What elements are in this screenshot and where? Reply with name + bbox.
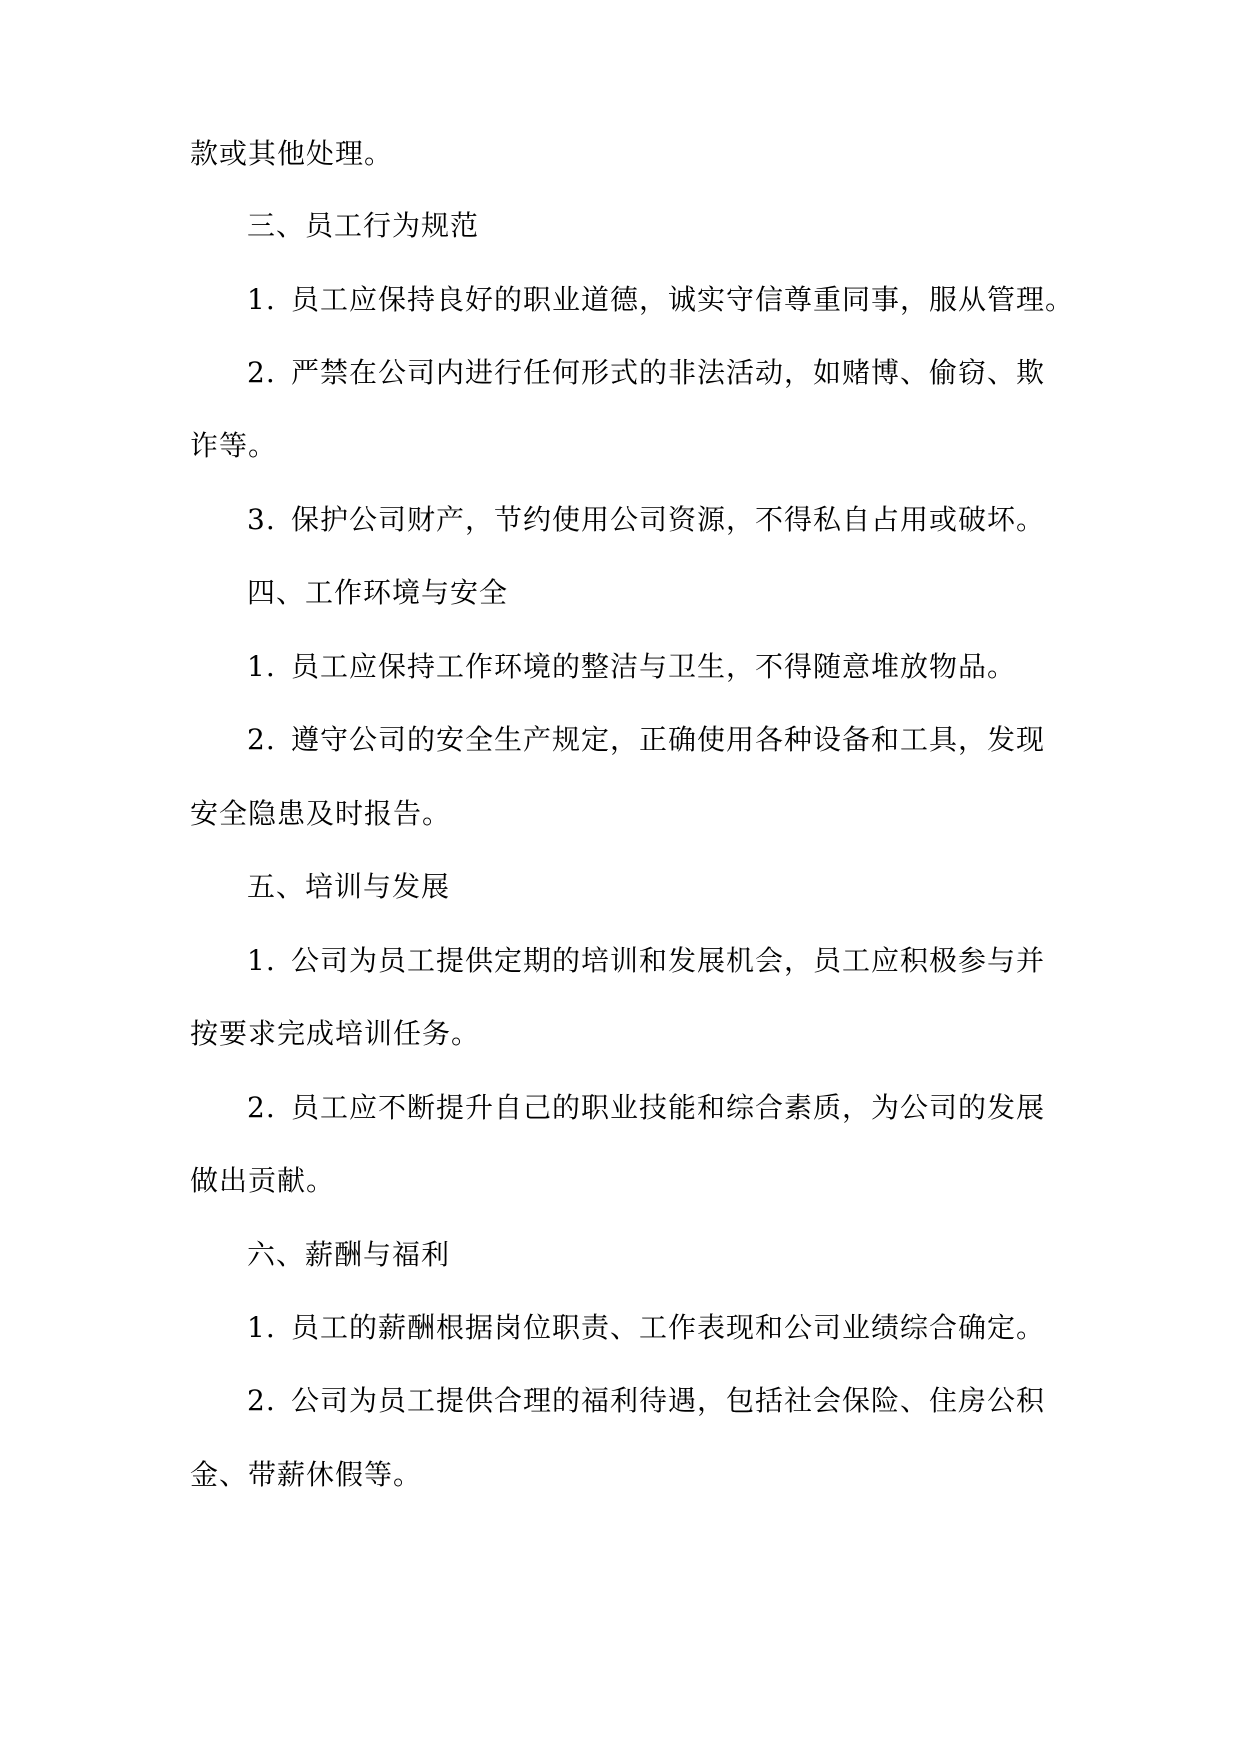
list-item-continuation — [190, 1014, 480, 1054]
item-text: 员工的薪酬根据岗位职责、工作表现和公司业绩综合确定。 — [291, 1311, 1046, 1344]
item-text: 公司为员工提供合理的福利待遇，包括社会保险、住房公积 — [291, 1384, 1046, 1417]
item-number: 3. — [247, 503, 276, 536]
list-item — [247, 1088, 1045, 1128]
section-heading — [247, 1235, 450, 1275]
line-text: 按要求完成培训任务。 — [190, 1017, 481, 1050]
list-item — [247, 353, 1045, 393]
section-heading — [247, 867, 450, 907]
section-heading — [247, 573, 508, 613]
item-text: 员工应保持工作环境的整洁与卫生，不得随意堆放物品。 — [291, 650, 1017, 683]
item-number: 1. — [247, 944, 276, 977]
item-text: 员工应不断提升自己的职业技能和综合素质，为公司的发展 — [291, 1091, 1046, 1124]
heading-text: 四、工作环境与安全 — [247, 576, 509, 609]
list-item — [247, 280, 1074, 320]
item-number: 1. — [247, 650, 276, 683]
list-item — [247, 647, 1016, 687]
item-number: 2. — [247, 723, 276, 756]
section-heading — [247, 206, 479, 246]
heading-text: 五、培训与发展 — [247, 870, 451, 903]
list-item — [247, 1381, 1045, 1421]
item-text: 保护公司财产，节约使用公司资源，不得私自占用或破坏。 — [291, 503, 1046, 536]
list-item — [247, 720, 1045, 760]
item-number: 2. — [247, 1091, 276, 1124]
item-number: 2. — [247, 356, 276, 389]
item-text: 公司为员工提供定期的培训和发展机会，员工应积极参与并 — [291, 944, 1046, 977]
list-item-continuation — [190, 426, 277, 466]
list-item — [247, 941, 1045, 981]
line-text: 金、带薪休假等。 — [190, 1458, 423, 1491]
item-number: 1. — [247, 283, 276, 316]
heading-text: 六、薪酬与福利 — [247, 1238, 451, 1271]
list-item-continuation — [190, 1455, 422, 1495]
list-item-continuation — [190, 1161, 335, 1201]
list-item-continuation — [190, 794, 451, 834]
line-text: 款或其他处理。 — [190, 137, 394, 170]
list-item — [247, 500, 1045, 540]
item-text: 严禁在公司内进行任何形式的非法活动，如赌博、偷窃、欺 — [291, 356, 1046, 389]
item-number: 1. — [247, 1311, 276, 1344]
line-text: 诈等。 — [190, 429, 278, 462]
list-item — [247, 1308, 1045, 1348]
item-text: 员工应保持良好的职业道德，诚实守信尊重同事，服从管理。 — [291, 283, 1075, 316]
heading-text: 三、员工行为规范 — [247, 209, 480, 242]
item-text: 遵守公司的安全生产规定，正确使用各种设备和工具，发现 — [291, 723, 1046, 756]
line-text: 安全隐患及时报告。 — [190, 797, 452, 830]
item-number: 2. — [247, 1384, 276, 1417]
paragraph-continuation — [190, 134, 393, 174]
line-text: 做出贡献。 — [190, 1164, 336, 1197]
